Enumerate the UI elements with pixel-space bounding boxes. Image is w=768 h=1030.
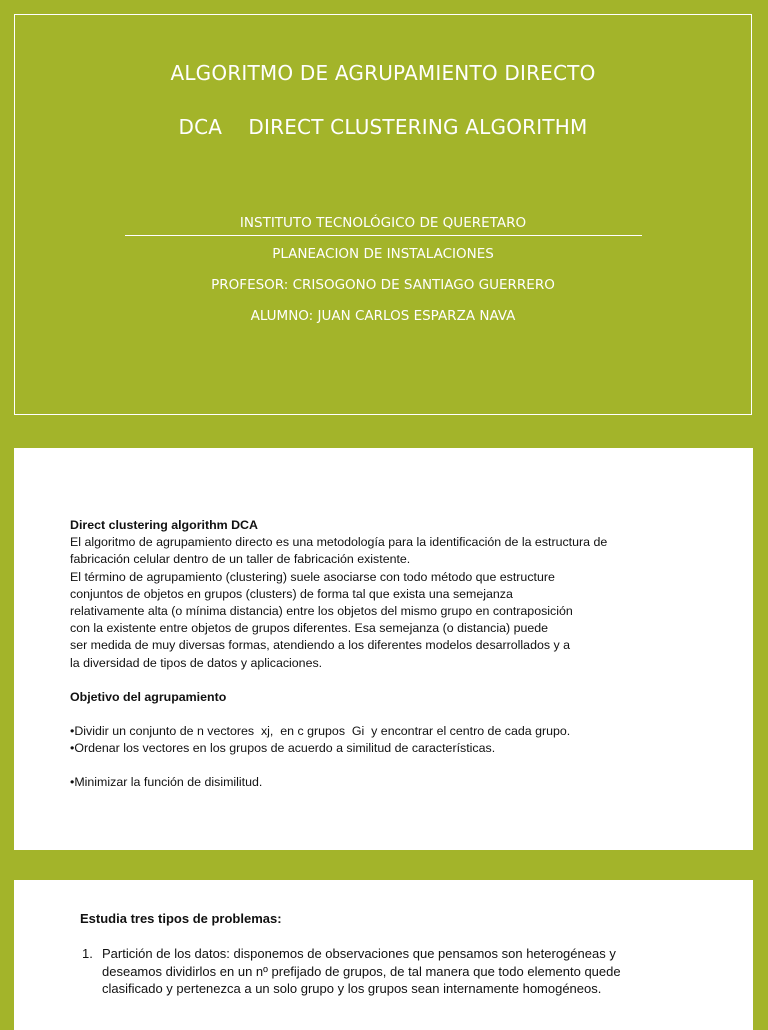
paragraph-line: fabricación celular dentro de un taller de fabricación existente. xyxy=(70,552,411,567)
paragraph-line: ser medida de muy diversas formas, atendiendo a los diferentes modelos desarrollados y a xyxy=(70,638,571,653)
list-item xyxy=(102,945,702,998)
spacer xyxy=(70,672,710,689)
list-line: deseamos dividirlos en un nº prefijado de grupos, de tal manera que todo elemento quede xyxy=(102,963,621,979)
title-slide xyxy=(14,14,752,415)
spacer xyxy=(70,757,710,774)
definition-text-block xyxy=(70,517,710,792)
bullet-item: •Dividir un conjunto de n vectores xj, en c grupos Gi y encontrar el centro de cada grupo. xyxy=(70,724,571,739)
paragraph-line: El algoritmo de agrupamiento directo es una metodología para la identificación de la estructura de xyxy=(70,535,608,550)
title-line-2: DCA DIRECT CLUSTERING ALGORITHM xyxy=(178,115,588,139)
objective-heading: Objetivo del agrupamiento xyxy=(70,689,227,704)
paragraph-line: El término de agrupamiento (clustering) suele asociarse con todo método que estructure xyxy=(70,569,555,584)
list-number: 1. xyxy=(82,946,93,961)
paragraph-line: conjuntos de objetos en grupos (clusters) de forma tal que exista una semejanza xyxy=(70,586,513,601)
professor-name: PROFESOR: CRISOGONO DE SANTIAGO GUERRERO xyxy=(211,277,555,293)
problems-heading: Estudia tres tipos de problemas: xyxy=(80,911,282,926)
spacer xyxy=(70,706,710,723)
paragraph-line: la diversidad de tipos de datos y aplicaciones. xyxy=(70,655,323,670)
bullet-item: •Ordenar los vectores en los grupos de acuerdo a similitud de características. xyxy=(70,741,496,756)
list-line: clasificado y pertenezca a un solo grupo y los grupos sean internamente homogéneos. xyxy=(102,981,602,997)
paragraph-line: relativamente alta (o mínima distancia) entre los objetos del mismo grupo en contraposición xyxy=(70,604,573,619)
title-divider xyxy=(125,235,642,236)
paragraph-line: con la existente entre objetos de grupos diferentes. Esa semejanza (o distancia) puede xyxy=(70,621,549,636)
title-line-1: ALGORITMO DE AGRUPAMIENTO DIRECTO xyxy=(170,61,596,85)
course-name: PLANEACION DE INSTALACIONES xyxy=(272,246,494,262)
student-name: ALUMNO: JUAN CARLOS ESPARZA NAVA xyxy=(250,308,516,324)
institute-name: INSTITUTO TECNOLÓGICO DE QUERETARO xyxy=(239,215,527,231)
list-line: Partición de los datos: disponemos de observaciones que pensamos son heterogéneas y xyxy=(102,946,616,961)
section-heading: Direct clustering algorithm DCA xyxy=(70,518,258,532)
content-slide-definition xyxy=(14,448,753,850)
bullet-item: •Minimizar la función de disimilitud. xyxy=(70,775,263,790)
problems-list xyxy=(82,945,702,998)
content-slide-problems xyxy=(14,880,753,1030)
